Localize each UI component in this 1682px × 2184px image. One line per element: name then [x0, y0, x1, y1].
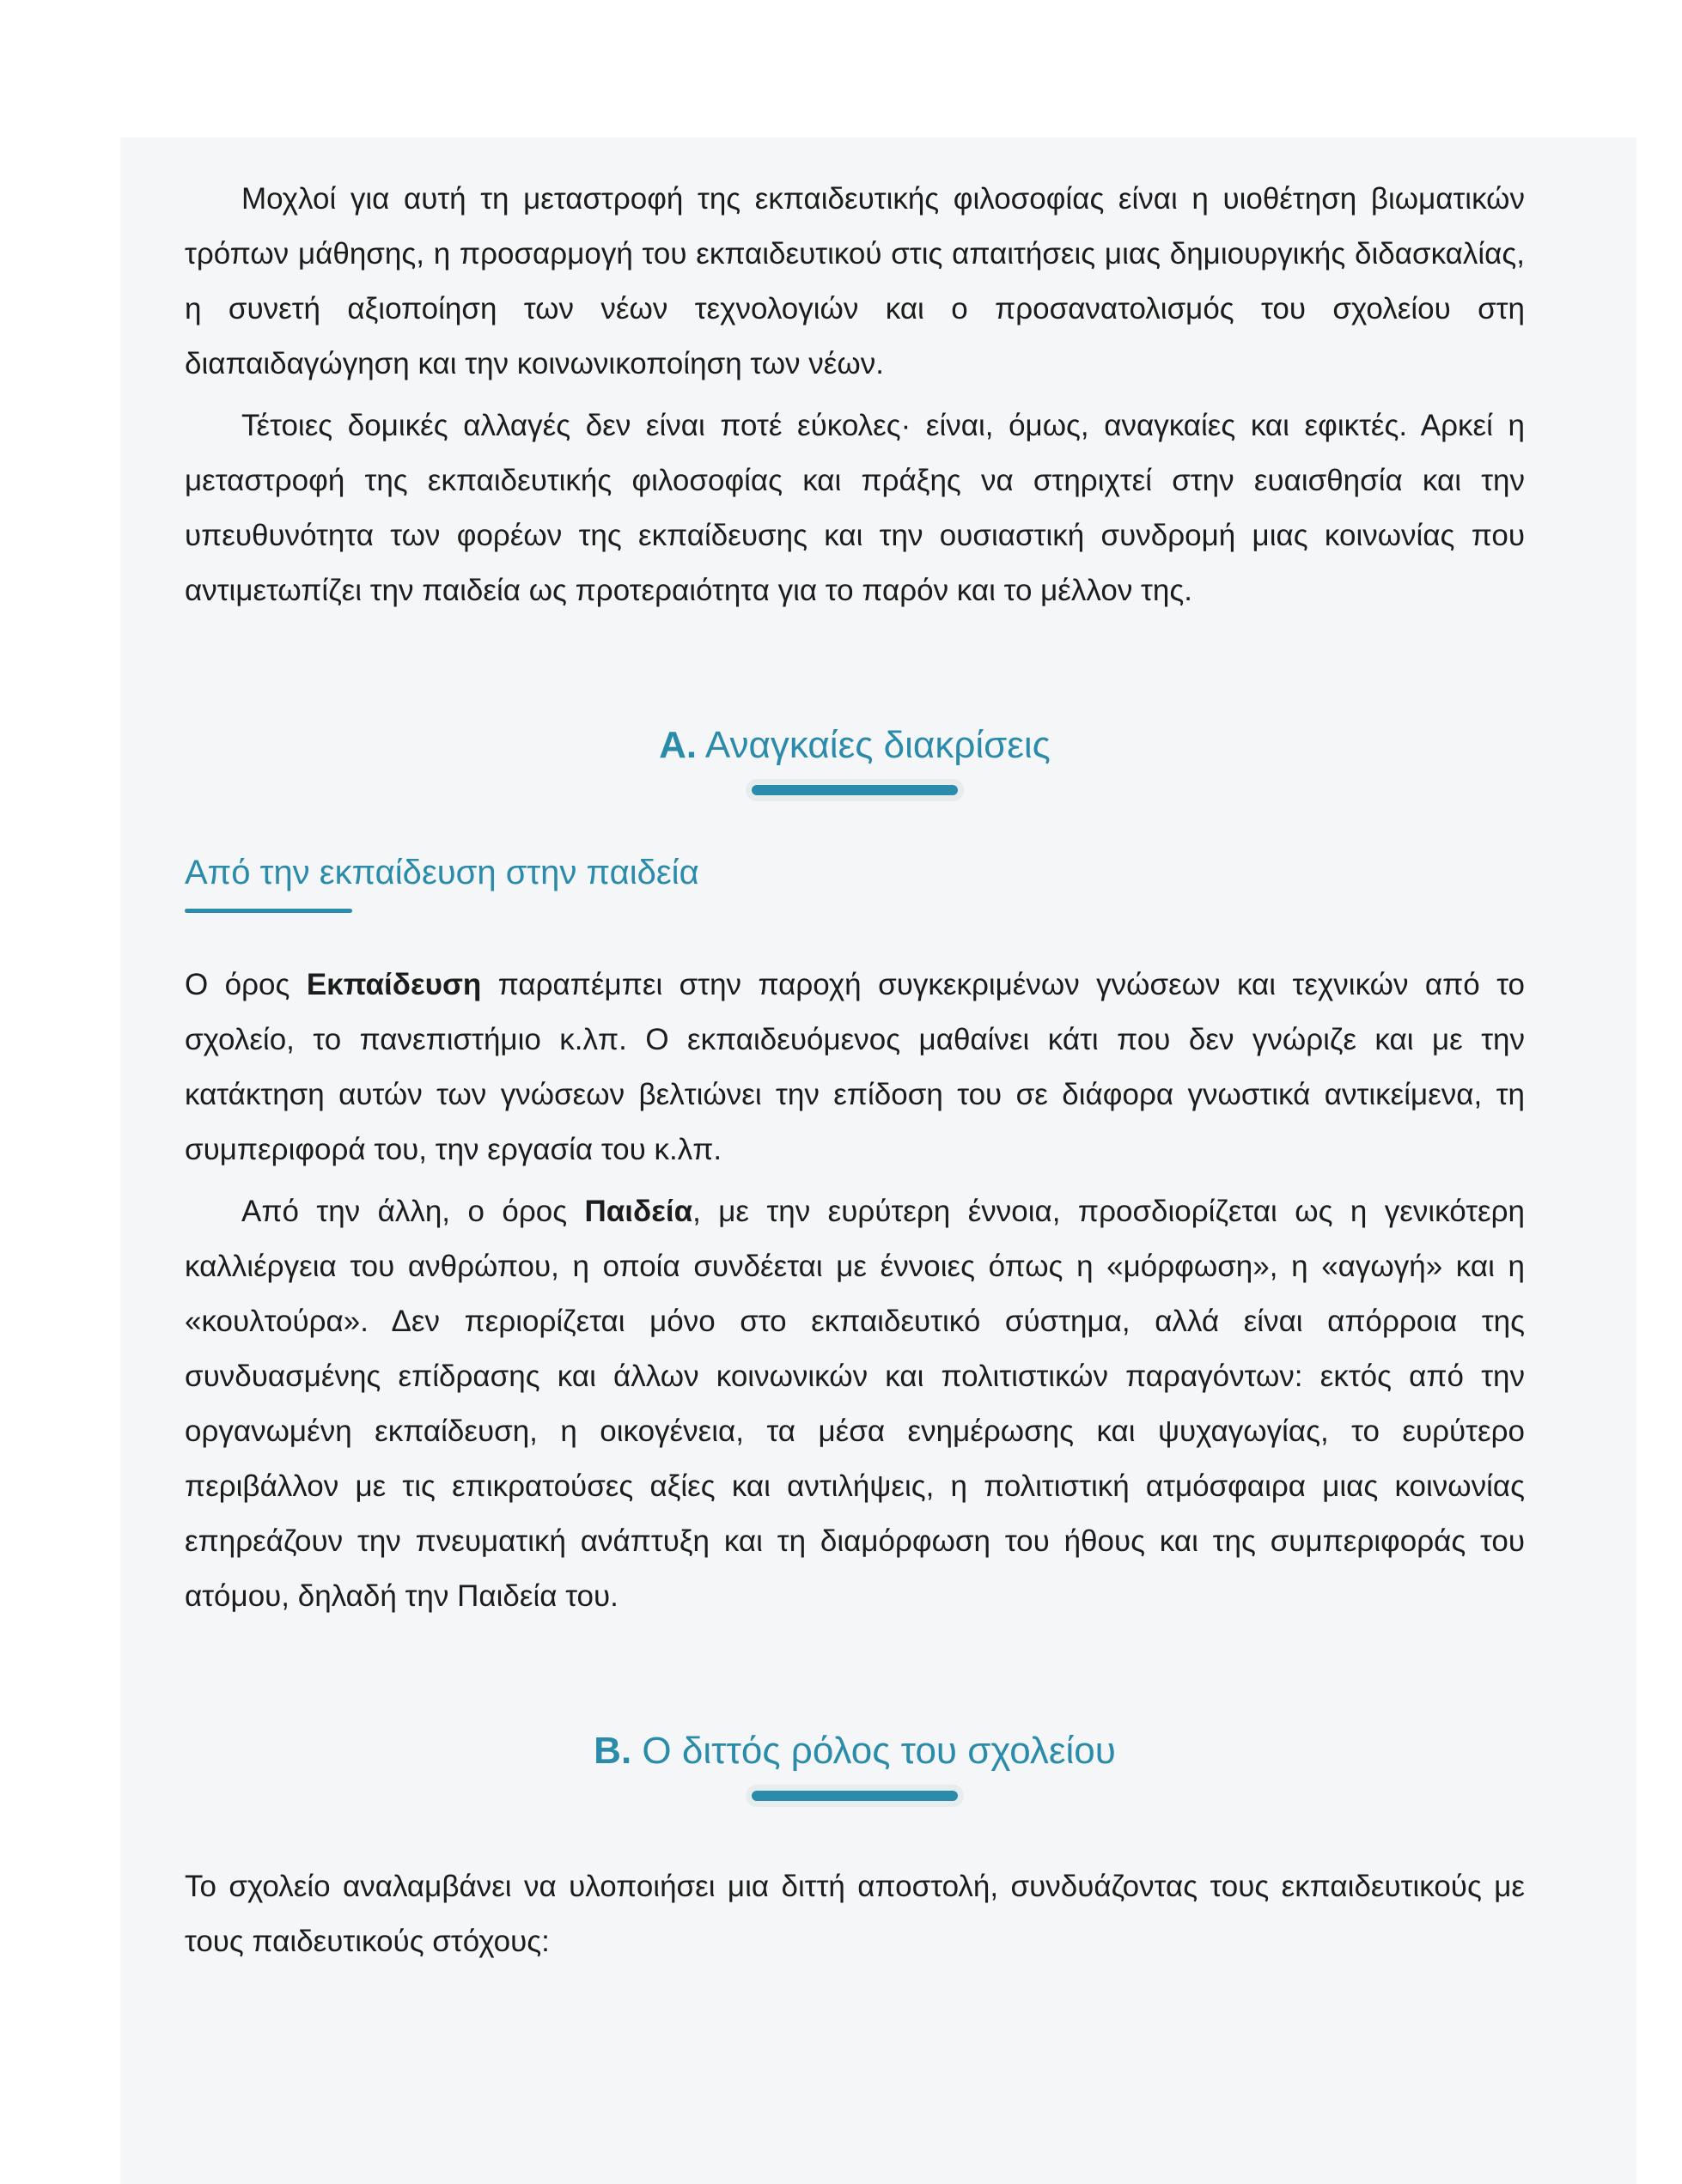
section-b-title: Ο διττός ρόλος του σχολείου — [642, 1730, 1116, 1772]
paragraph-text: , με την ευρύτερη έννοια, προσδιορίζεται ως η γενικότερη καλλιέργεια του ανθρώπου, η οποία συνδέεται με έννοιες όπως η «μόρφωση», η «αγωγή» και η «κουλτούρα». Δεν περιορίζεται μόνο στο εκπαιδευτικό σύστημα, αλλά είναι απόρροια της συνδυασμένης επίδρασης και άλλων κοινωνικών και πολιτιστικών παραγόντων: εκτός από την οργανωμένη εκπαίδευση, η οικογένεια, τα μέσα ενημέρωσης και ψυχαγωγίας, το ευρύτερο περιβάλλον με τις επικρατούσες αξίες και αντιλήψεις, η πολιτιστική ατμόσφαιρα μιας κοινωνίας επηρεάζουν την πνευματική ανάπτυξη και τη διαμόρφωση του ήθους και της συμπεριφοράς του ατόμου, δηλαδή την Παιδεία του. — [185, 1195, 1525, 1613]
section-b-heading — [185, 1725, 1525, 1777]
intro-paragraph-1: Μοχλοί για αυτή τη μεταστροφή της εκπαιδευτικής φιλοσοφίας είναι η υιοθέτηση βιωματικών τρόπων μάθησης, η προσαρμογή του εκπαιδευτικού στις απαιτήσεις μιας δημιουργικής διδασκαλίας, η συνετή αξιοποίηση των νέων τεχνολογιών και ο προσανατολισμός του σχολείου στη διαπαιδαγώγηση και την κοινωνικοποίηση των νέων. — [185, 182, 1525, 380]
section-a-paragraph-1 — [185, 958, 1525, 1177]
book-page — [120, 137, 1636, 2184]
section-a-subheading-rule — [185, 909, 352, 913]
section-a-rule — [752, 785, 958, 795]
section-a-subheading: Από την εκπαίδευση στην παιδεία — [185, 854, 699, 891]
paragraph-text: Ο όρος — [185, 968, 307, 1001]
section-b-paragraph-1: Το σχολείο αναλαμβάνει να υλοποιήσει μια διττή αποστολή, συνδυάζοντας τους εκπαιδευτικούς με τους παιδευτικούς στόχους: — [185, 1870, 1525, 1958]
paragraph-text: Από την άλλη, ο όρος — [241, 1195, 585, 1228]
section-b-rule — [752, 1791, 958, 1801]
intro-paragraph-2: Τέτοιες δομικές αλλαγές δεν είναι ποτέ εύκολες· είναι, όμως, αναγκαίες και εφικτές. Αρκεί η μεταστροφή της εκπαιδευτικής φιλοσοφίας και πράξης να στηριχτεί στην ευαισθησία και την υπευθυνότητα των φορέων της εκπαίδευσης και την ουσιαστική συνδρομή μιας κοινωνίας που αντιμετωπίζει την παιδεία ως προτεραιότητα για το παρόν και το μέλλον της. — [185, 409, 1525, 607]
term-ekpaideusi: Εκπαίδευση — [306, 968, 482, 1001]
section-a-paragraph-2 — [185, 1184, 1525, 1624]
paragraph-text: παραπέμπει στην παροχή συγκεκριμένων γνώσεων και τεχνικών από το σχολείο, το πανεπιστήμιο κ.λπ. Ο εκπαιδευόμενος μαθαίνει κάτι που δεν γνώριζε και με την κατάκτηση αυτών των γνώσεων βελτιώνει την επίδοση του σε διάφορα γνωστικά αντικείμενα, τη συμπεριφορά του, την εργασία του κ.λπ. — [185, 968, 1525, 1166]
page-content — [185, 172, 1525, 1976]
section-a-heading — [185, 720, 1525, 771]
term-paideia: Παιδεία — [584, 1195, 693, 1228]
section-a-letter: Α. — [659, 724, 698, 766]
section-a-title: Αναγκαίες διακρίσεις — [704, 724, 1051, 766]
section-b-letter: Β. — [594, 1730, 632, 1772]
